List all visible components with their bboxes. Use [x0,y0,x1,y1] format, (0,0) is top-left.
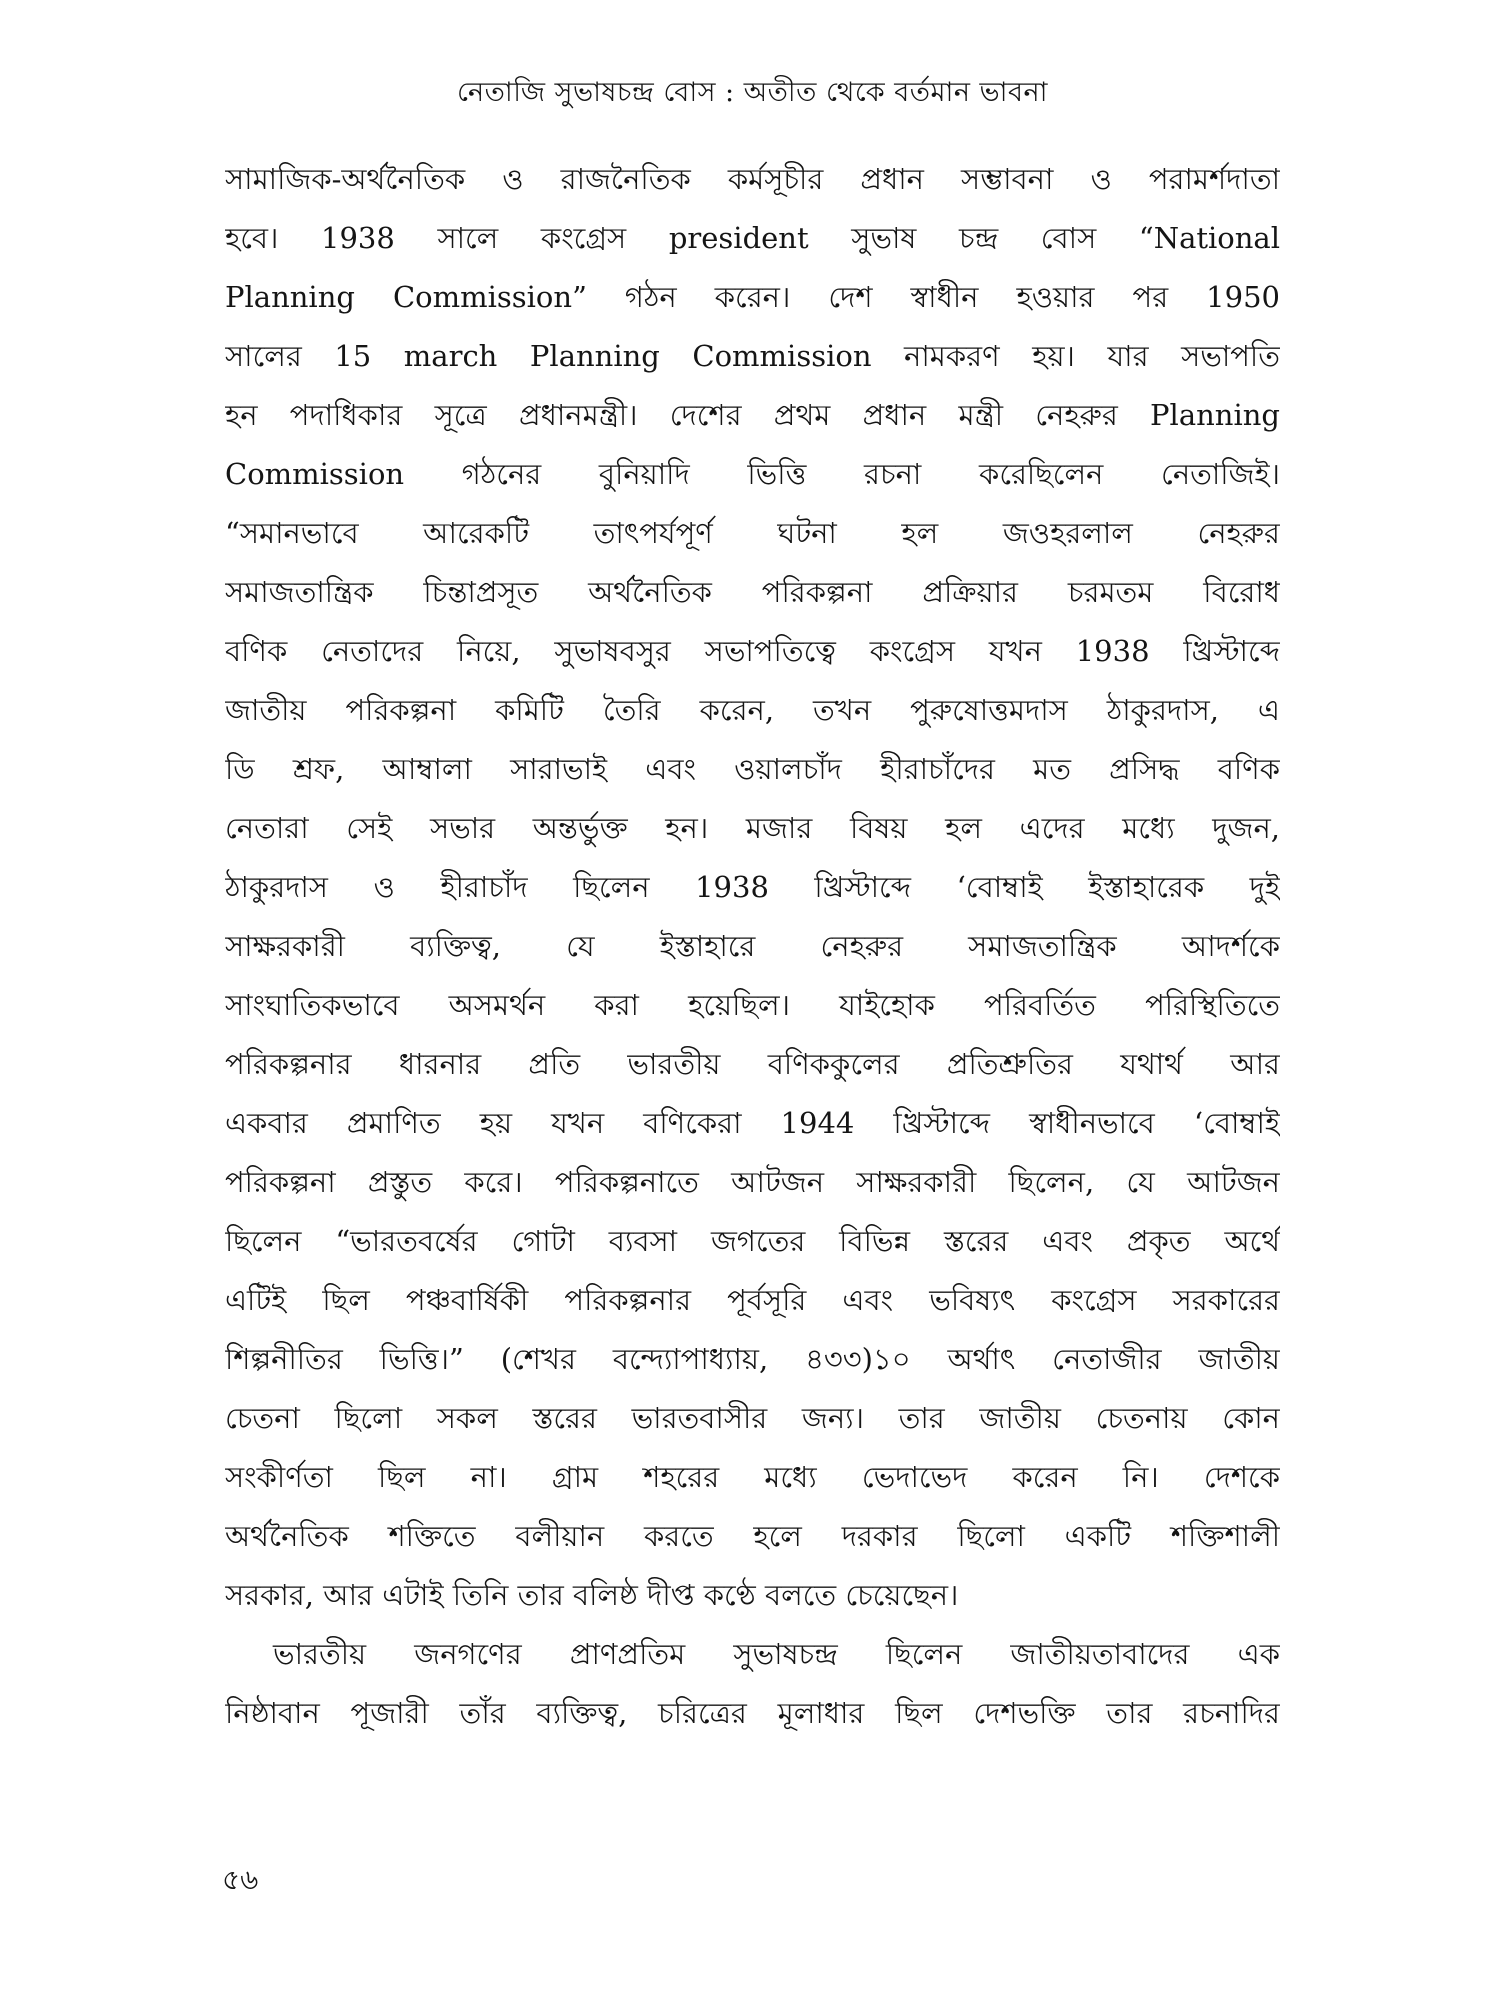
text-line: পরিকল্পনা প্রস্তুত করে। পরিকল্পনাতে আটজন সাক্ষরকারী ছিলেন, যে আটজন [225,1165,1280,1199]
text-line: সাক্ষরকারী ব্যক্তিত্ব, যে ইস্তাহারে নেহরুর সমাজতান্ত্রিক আদর্শকে [225,929,1280,963]
text-line: শিল্পনীতির ভিত্তি।” (শেখর বন্দ্যোপাধ্যায়, ৪৩৩)১০ অর্থাৎ নেতাজীর জাতীয় [225,1342,1280,1376]
paragraph-2 [225,1625,1280,1743]
text-line: ভারতীয় জনগণের প্রাণপ্রতিম সুভাষচন্দ্র ছিলেন জাতীয়তাবাদের এক [273,1637,1280,1671]
text-line: সামাজিক-অর্থনৈতিক ও রাজনৈতিক কর্মসূচীর প্রধান সম্ভাবনা ও পরামর্শদাতা [225,162,1280,196]
text-line: ছিলেন “ভারতবর্ষের গোটা ব্যবসা জগতের বিভিন্ন স্তরের এবং প্রকৃত অর্থে [225,1224,1280,1258]
page-number: ৫৬ [222,1863,259,1896]
text-line: হবে। 1938 সালে কংগ্রেস president সুভাষ চন্দ্র বোস “National [225,221,1280,255]
text-line: জাতীয় পরিকল্পনা কমিটি তৈরি করেন, তখন পুরুষোত্তমদাস ঠাকুরদাস, এ [225,693,1280,727]
text-line: হন পদাধিকার সূত্রে প্রধানমন্ত্রী। দেশের প্রথম প্রধান মন্ত্রী নেহরুর Planning [225,398,1280,432]
text-line: সাংঘাতিকভাবে অসমর্থন করা হয়েছিল। যাইহোক পরিবর্তিত পরিস্থিতিতে [225,988,1280,1022]
text-line: নেতারা সেই সভার অন্তর্ভুক্ত হন। মজার বিষয় হল এদের মধ্যে দুজন, [225,811,1280,845]
body-text [225,150,1280,1743]
text-line: ডি শ্রফ, আম্বালা সারাভাই এবং ওয়ালচাঁদ হীরাচাঁদের মত প্রসিদ্ধ বণিক [225,752,1280,786]
text-line: সংকীর্ণতা ছিল না। গ্রাম শহরের মধ্যে ভেদাভেদ করেন নি। দেশকে [225,1460,1280,1494]
text-line: Commission গঠনের বুনিয়াদি ভিত্তি রচনা করেছিলেন নেতাজিই। [225,457,1280,491]
paragraph-1 [225,150,1280,1625]
text-line: Planning Commission” গঠন করেন। দেশ স্বাধীন হওয়ার পর 1950 [225,280,1280,314]
text-line: বণিক নেতাদের নিয়ে, সুভাষবসুর সভাপতিত্বে কংগ্রেস যখন 1938 খ্রিস্টাব্দে [225,634,1280,668]
text-line: একবার প্রমাণিত হয় যখন বণিকেরা 1944 খ্রিস্টাব্দে স্বাধীনভাবে ‘বোম্বাই [225,1106,1280,1140]
text-line: এটিই ছিল পঞ্চবার্ষিকী পরিকল্পনার পূর্বসূরি এবং ভবিষ্যৎ কংগ্রেস সরকারের [225,1283,1280,1317]
text-line: চেতনা ছিলো সকল স্তরের ভারতবাসীর জন্য। তার জাতীয় চেতনায় কোন [225,1401,1280,1435]
text-line: সমাজতান্ত্রিক চিন্তাপ্রসূত অর্থনৈতিক পরিকল্পনা প্রক্রিয়ার চরমতম বিরোধ [225,575,1280,609]
text-line: পরিকল্পনার ধারনার প্রতি ভারতীয় বণিককুলের প্রতিশ্রুতির যথার্থ আর [225,1047,1280,1081]
text-line: ঠাকুরদাস ও হীরাচাঁদ ছিলেন 1938 খ্রিস্টাব্দে ‘বোম্বাই ইস্তাহারেক দুই [225,870,1280,904]
running-header: নেতাজি সুভাষচন্দ্র বোস : অতীত থেকে বর্তমান ভাবনা [457,77,1048,108]
text-line: অর্থনৈতিক শক্তিতে বলীয়ান করতে হলে দরকার ছিলো একটি শক্তিশালী [225,1519,1280,1553]
text-line: “সমানভাবে আরেকটি তাৎপর্যপূর্ণ ঘটনা হল জওহরলাল নেহরুর [225,516,1280,550]
text-line: নিষ্ঠাবান পূজারী তাঁর ব্যক্তিত্ব, চরিত্রের মূলাধার ছিল দেশভক্তি তার রচনাদির [225,1696,1280,1730]
text-line: সরকার, আর এটাই তিনি তার বলিষ্ঠ দীপ্ত কণ্ঠে বলতে চেয়েছেন। [225,1578,959,1612]
text-line: সালের 15 march Planning Commission নামকরণ হয়। যার সভাপতি [225,339,1280,373]
